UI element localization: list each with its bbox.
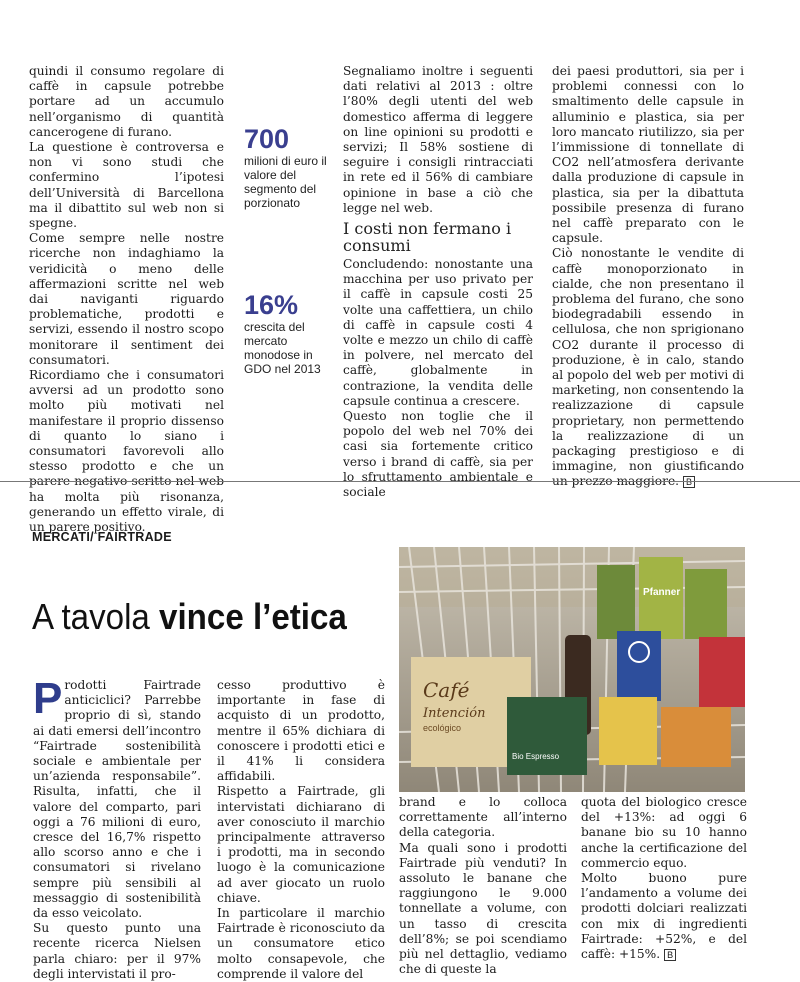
headline-bold: vince l’etica [159, 596, 347, 637]
bottom-col2-paragraph-1: cesso produttivo è importante in fase di acquisto di un prodotto, mentre il 65% dichiara di conoscere i prodotti etici e il 41% li considera affidabili. [217, 678, 385, 784]
top-col1-paragraph-4: Ricordiamo che i consumatori avversi ad un prodotto sono molto più motivati nel manifestare il proprio dissenso di quanto lo siano i consumatori favorevoli allo stesso prodotto e che un parere negativo scritto nel web ha molta più risonanza, generando un effetto virale, di un parere positivo. [29, 368, 224, 535]
tea-brand-label: Pfanner [643, 587, 681, 598]
top-col1-paragraph-1: quindi il consumo regolare di caffè in capsule potrebbe portare ad un accumulo nell’organismo di quantità cancerogene di furano. [29, 64, 224, 139]
bottom-col3-paragraph-1: brand e lo colloca correttamente all’interno della categoria. [399, 795, 567, 840]
top-col4-paragraph-2-text: Ciò nonostante le vendite di caffè monoporzionato in cialde, che non presentano il problema del furano, che sono biodegradabili essendo in cellulosa, che non sprigionano CO2 durante il processo di produzione, è in calo, stando al popolo del web per motivi di marketing, non consentendo la realizzazione di capsule proprietary, non permettendo la realizzazione di un packaging prestigioso e di immagine, non giustificando un prezzo maggiore. [552, 246, 744, 489]
stat-16-percent [244, 290, 332, 376]
bottom-col2-paragraph-2: Rispetto a Fairtrade, gli intervistati dichiarano di aver conosciuto il marchio principalmente attraverso i prodotti, ma in secondo luogo è la comunicazione ad aver giocato un ruolo chiave. [217, 784, 385, 905]
stat-value: 16% [244, 290, 299, 320]
subheading: I costi non fermano i consumi [343, 219, 512, 256]
article-headline [32, 596, 347, 638]
top-col3-paragraph-2: Questo non toglie che il popolo del web nel 70% dei casi sia fortemente critico verso i brand di caffè, sia per lo sfruttamento ambientale e sociale [343, 409, 533, 500]
espresso-label: Bio Espresso [512, 752, 560, 761]
shopping-cart-photo [399, 547, 745, 792]
headline-light: A tavola [32, 596, 150, 637]
top-col3-paragraph-1: Concludendo: nonostante una macchina per uso privato per il caffè in capsule costi 25 volte una caffettiera, un chilo di caffè in capsule costi 4 volte e mezzo un chilo di caffè in polvere, nel mercato del caffè, globalmente in contrazione, la vendita delle capsule continua a crescere. [343, 257, 533, 408]
stat-700 [244, 124, 332, 210]
stat-caption: milioni di euro il valore del segmento del porzionato [244, 154, 327, 210]
bottom-col1-paragraph-1-text: rodotti Fairtrade anticiclici? Parrebbe proprio di sì, stando ai dati emersi dell’incontro “Fairtrade sostenibilità sociale e ambientale per un’azienda responsabile”. Risulta, infatti, che il valore del comparto, pari oggi a 76 milioni di euro, cresce del 16,7% rispetto allo scorso anno e che i consumatori si rivelano sempre più sensibili al messaggio di sostenibilità da esso veicolato. [33, 678, 201, 921]
top-column-4 [552, 64, 744, 490]
coffee-label-3: ecológico [423, 723, 462, 733]
bottom-col1-paragraph-2: Su questo punto una recente ricerca Nielsen parla chiaro: per il 97% degli intervistati il pro- [33, 921, 201, 981]
coffee-label-1: Café [423, 678, 470, 702]
stat-value: 700 [244, 124, 290, 154]
section-label: MERCATI/ FAIRTRADE [32, 530, 172, 544]
bottom-column-1 [33, 674, 201, 982]
top-col1-paragraph-2: La questione è controversa e non vi sono studi che confermino l’ipotesi dell’Università di Barcellona ma il dibattito sul web non si spegne. [29, 140, 224, 231]
bottom-col3-paragraph-2: Ma quali sono i prodotti Fairtrade più venduti? In assoluto le banane che raggiungono le 9.000 tonnellate a volume, con un tasso di crescita dell’8%; se poi scendiamo più nel dettaglio, vediamo che di queste la [399, 840, 567, 977]
dropcap: P [33, 674, 63, 723]
bottom-col2-paragraph-3: In particolare il marchio Fairtrade è riconosciuto da un consumatore etico molto consapevole, che comprende il valore del [217, 906, 385, 981]
coffee-label-2: Intención [423, 706, 486, 721]
top-col3-intro: Segnaliamo inoltre i seguenti dati relativi al 2013 : oltre l’80% degli utenti del web domestico afferma di leggere on line opinioni su prodotti e servizi; Il 58% sostiene di seguire i consigli rintracciati in rete ed il 56% di cambiare opinione in base a ciò che legge nel web. [343, 64, 533, 215]
bottom-col4-paragraph-2-text: Molto buono pure l’andamento a volume dei prodotti dolciari realizzati con mix di ingredienti Fairtrade: +52%, e del caffè: +15%. [581, 871, 747, 962]
top-col1-paragraph-3: Come sempre nelle nostre ricerche non indaghiamo la veridicità o meno delle affermazioni scritte nel web dai naviganti riguardo problematiche, prodotti e servizi, essendo il nostro scopo monitorare il sentiment dei consumatori. [29, 231, 224, 367]
bottom-column-3 [399, 795, 567, 977]
shopping-cart-illustration [399, 547, 745, 792]
bottom-col1-paragraph-1 [33, 674, 201, 921]
stat-caption: crescita del mercato monodose in GDO nel 2013 [244, 320, 321, 376]
top-col4-paragraph-1: dei paesi produttori, sia per i problemi connessi con lo smaltimento delle capsule in alluminio e plastica, sia per loro mancato riutilizzo, sia per l’immissione di tonnellate di CO2 nell’atmosfera derivante dalla produzione di capsule in plastica, sia per la dibattuta possibile presenza di furano nel caffè preparato con le capsule. [552, 64, 744, 246]
end-mark-icon: B [664, 949, 676, 961]
bottom-col4-paragraph-2 [581, 871, 747, 962]
top-column-1 [29, 64, 224, 535]
bottom-column-2 [217, 678, 385, 982]
top-col4-paragraph-2 [552, 246, 744, 489]
top-column-3 [343, 64, 533, 500]
bottom-column-4 [581, 795, 747, 962]
section-divider [0, 481, 800, 482]
end-mark-icon: B [683, 476, 695, 488]
bottom-col4-paragraph-1: quota del biologico cresce del +13%: ad oggi 6 banane bio su 10 hanno anche la certificazione del commercio equo. [581, 795, 747, 870]
